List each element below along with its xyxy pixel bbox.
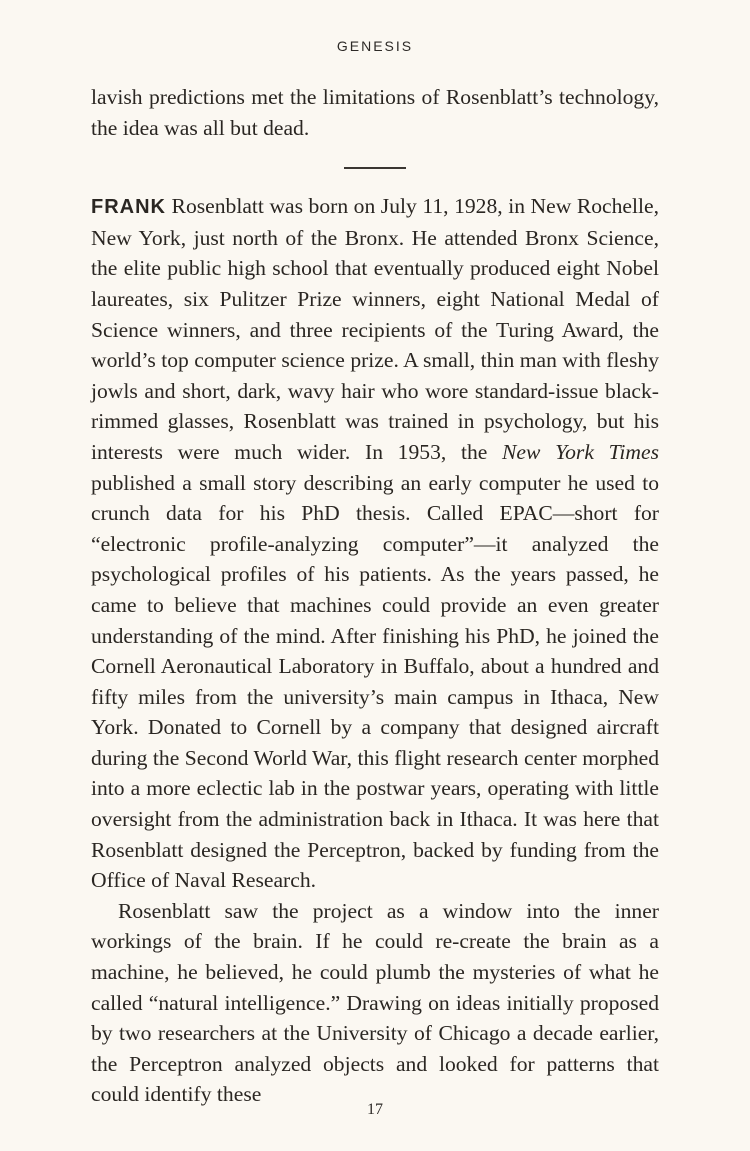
lead-in-word: FRANK (91, 196, 166, 219)
running-head: GENESIS (336, 38, 414, 54)
paragraph-text-part: Rosenblatt was born on July 11, 1928, in New Rochelle, New York, just north of the Bronx. He attended Bronx Science, the elite public high school that eventually produced eight Nobel laureates, six Pulitzer Prize winners, eight National Medal of Science winners, and three recipients of the Turing Award, the world’s top computer science prize. A small, thin man with fleshy jowls and short, dark, wavy hair who wore standard-issue black-rimmed glasses, Rosenblatt was trained in psychology, but his interests were much wider. In 1953, the (91, 194, 659, 464)
page-number: 17 (367, 1101, 383, 1118)
continuation-paragraph: lavish predictions met the limitations of Rosenblatt’s technology, the idea was all but dead. (91, 85, 659, 140)
section-break-rule (344, 167, 406, 169)
body-text (91, 82, 659, 1110)
paragraph-perceptron-project: Rosenblatt saw the project as a window into the inner workings of the brain. If he could re-create the brain as a machine, he believed, he could plumb the mysteries of what he called “natural intelligence.” Drawing on ideas initially proposed by two researchers at the University of Chicago a decade earlier, the Perceptron analyzed objects and looked for patterns that could identify these (91, 898, 659, 1107)
paragraph-text-part: published a small story describing an early computer he used to crunch data for his PhD thesis. Called EPAC—short for “electronic profile-analyzing computer”—it analyzed the psychological profiles of his patients. As the years passed, he came to believe that machines could provide an even greater understanding of the mind. After finishing his PhD, he joined the Cornell Aeronautical Laboratory in Buffalo, about a hundred and fifty miles from the university’s main campus in Ithaca, New York. Donated to Cornell by a company that designed aircraft during the Second World War, this flight research center morphed into a more eclectic lab in the postwar years, operating with little oversight from the administration back in Ithaca. It was here that Rosenblatt designed the Perceptron, backed by funding from the Office of Naval Research. (91, 470, 659, 893)
paragraph-rosenblatt-bio (91, 191, 659, 896)
italic-publication-title: New York Times (502, 439, 659, 464)
